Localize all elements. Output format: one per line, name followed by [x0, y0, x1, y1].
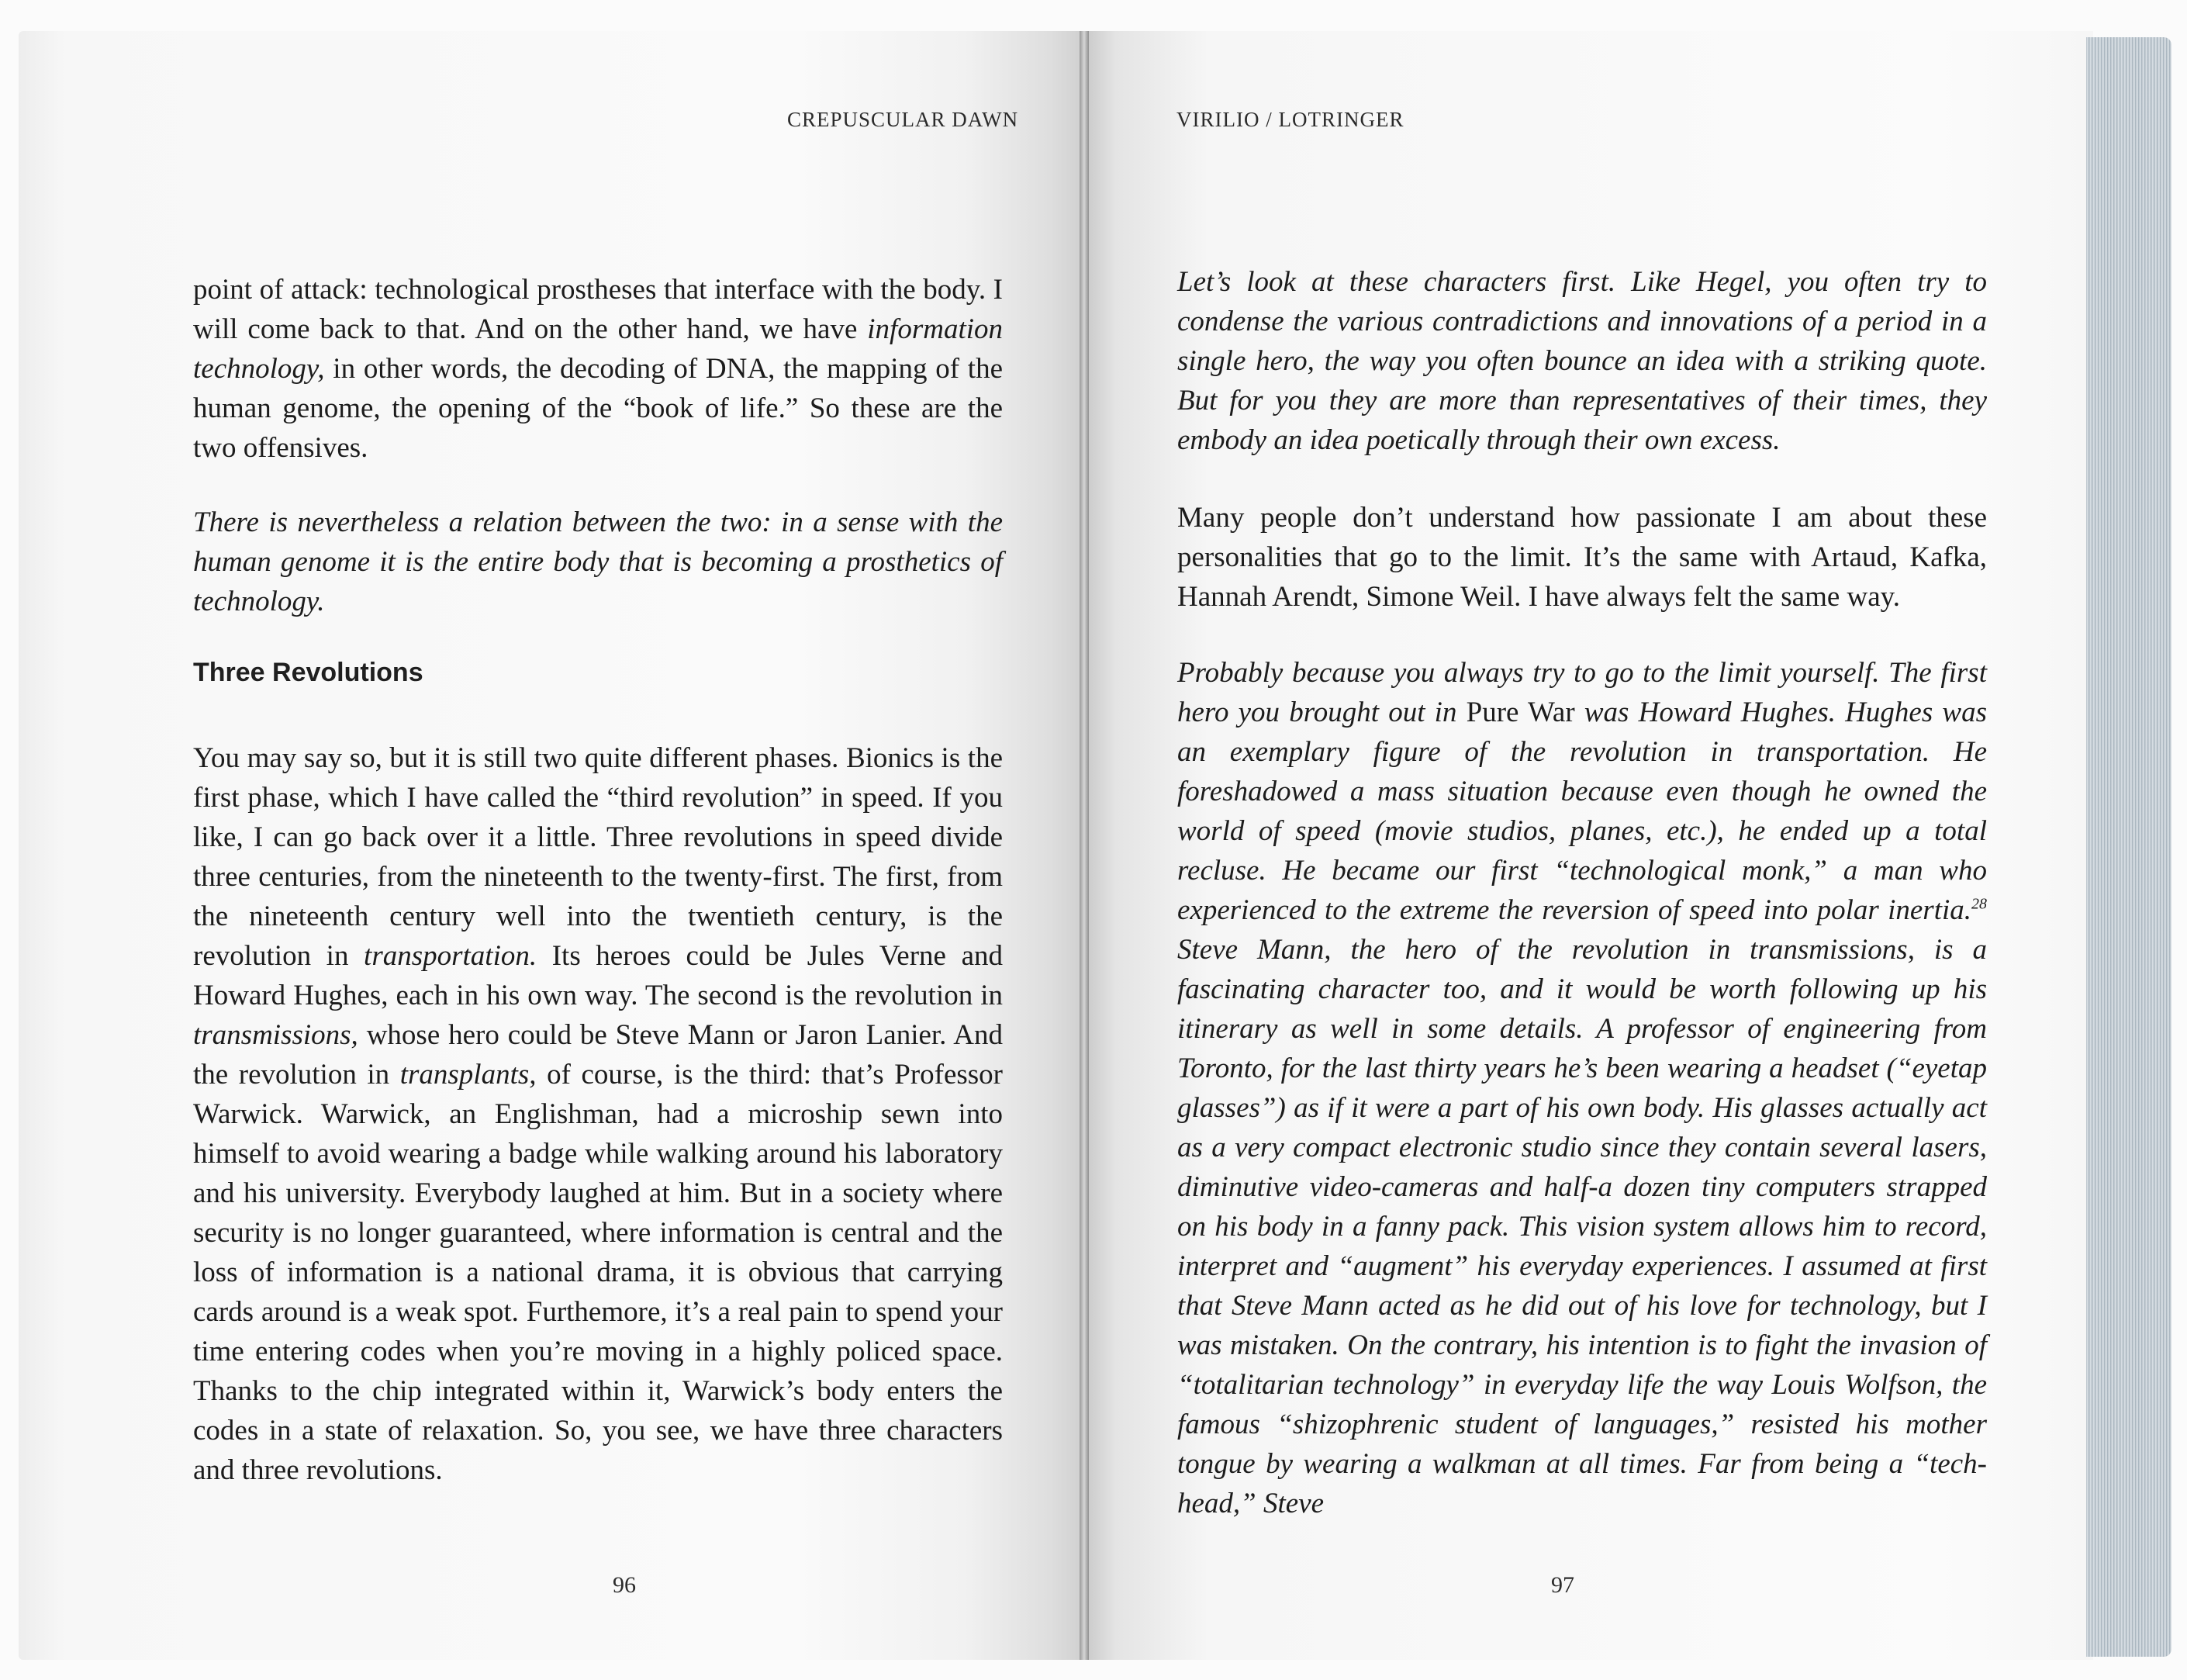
left-question [193, 503, 1003, 621]
left-paragraph-1 [193, 270, 1003, 468]
left-question-text: There is nevertheless a relation between the two: in a sense with the human genome it is the entire body that is becoming a prosthetics of technology. [193, 506, 1003, 617]
right-question1-text: Let’s look at these characters first. Like Hegel, you often try to condense the various contradictions and innovations of a period in a single hero, the way you often bounce an idea with a striking quote. But for you they are more than representatives of their times, they embody an idea poetically through their own excess. [1177, 266, 1987, 456]
left-para2-italic-2: transmissions, [193, 1019, 358, 1051]
right-question-2 [1177, 653, 1987, 1523]
right-answer1-text: Many people don’t understand how passionate I am about these personalities that go to the limit. It’s the same with Artaud, Kafka, Hannah Arendt, Simone Weil. I have always felt the same way. [1177, 502, 1987, 613]
footnote-reference: 28 [1971, 895, 1987, 913]
right-question2-book-title: Pure War [1466, 697, 1575, 728]
right-running-head: VIRILIO / LOTRINGER [1176, 108, 1404, 131]
left-para2-text-b: Its heroes could be Jules Verne and Howard Hughes, each in his own way. The second is the revolution in [193, 940, 1003, 1011]
left-para2-text-d: of course, is the third: that’s Professor Warwick. Warwick, an Englishman, had a microship sewn into himself to avoid wearing a badge while walking around his laboratory and his university. Everybody laughed at him. But in a society where security is no longer guaranteed, where information is central and the loss of information is a national drama, it is obvious that carrying cards around is a weak spot. Furthemore, it’s a real pain to spend your time entering codes when you’re moving in a highly policed space. Thanks to the chip integrated within it, Warwick’s body enters the codes in a state of relaxation. So, you see, we have three characters and three revolutions. [193, 1059, 1004, 1486]
left-para1-text: point of attack: technological prostheses that interface with the body. I will come back to that. And on the other hand, we have [193, 274, 1003, 345]
page-block-edge [2086, 37, 2171, 1657]
left-page-number: 96 [613, 1572, 636, 1598]
right-answer-1 [1177, 498, 1987, 617]
section-heading: Three Revolutions [193, 658, 423, 687]
left-para2-text-a: You may say so, but it is still two quite different phases. Bionics is the first phase, which I have called the “third revolution” in speed. If you like, I can go back over it a little. Three revolutions in speed divide three centuries, from the nineteenth to the twenty-first. The first, from the nineteenth century well into the twentieth century, is the revolution in [193, 742, 1003, 972]
left-para2-italic-1: transportation. [364, 940, 537, 972]
left-paragraph-2 [193, 738, 1003, 1490]
left-para1-italic: information technology, [193, 313, 1004, 385]
right-question2-text-c: Steve Mann, the hero of the revolution in transmissions, is a fascinating character too, and it would be worth following up his itinerary as well in some details. A professor of engineering from Toronto, for the last thirty years he’s been wearing a headset (“eyetap glasses”) as if it were a part of his own body. His glasses actually act as a very compact electronic studio since they contain several lasers, diminutive video-cameras and half-a dozen tiny computers strapped on his body in a fanny pack. This vision system allows him to record, interpret and “augment” his everyday experiences. I assumed at first that Steve Mann acted as he did out of his love for technology, but I was mistaken. On the contrary, his intention is to fight the invasion of “totalitarian technology” in everyday life the way Louis Wolfson, the famous “shizophrenic student of languages,” resisted his mother tongue by wearing a walkman at all times. Far from being a “tech-head,” Steve [1177, 934, 1987, 1519]
left-running-head: CREPUSCULAR DAWN [787, 108, 1019, 131]
right-question-1 [1177, 262, 1987, 460]
right-page-number: 97 [1551, 1572, 1574, 1598]
right-question2-text-b: was Howard Hughes. Hughes was an exemplary figure of the revolution in transportation. He foreshadowed a mass situation because even though he owned the world of speed (movie studios, planes, etc.), he ended up a total recluse. He became our first “technological monk,” a man who experienced to the extreme the reversion of speed into polar inertia. [1177, 697, 1988, 926]
book-gutter [1080, 31, 1089, 1660]
left-para2-italic-3: transplants, [399, 1059, 537, 1091]
left-para1-text-b: in other words, the decoding of DNA, the mapping of the human genome, the opening of the “book of life.” So these are the two offensives. [193, 353, 1003, 464]
right-question2-text-a: Probably because you always try to go to the limit yourself. The first hero you brought out in [1177, 657, 1987, 728]
left-para2-text-c: whose hero could be Steve Mann or Jaron Lanier. And the revolution in [193, 1019, 1003, 1091]
